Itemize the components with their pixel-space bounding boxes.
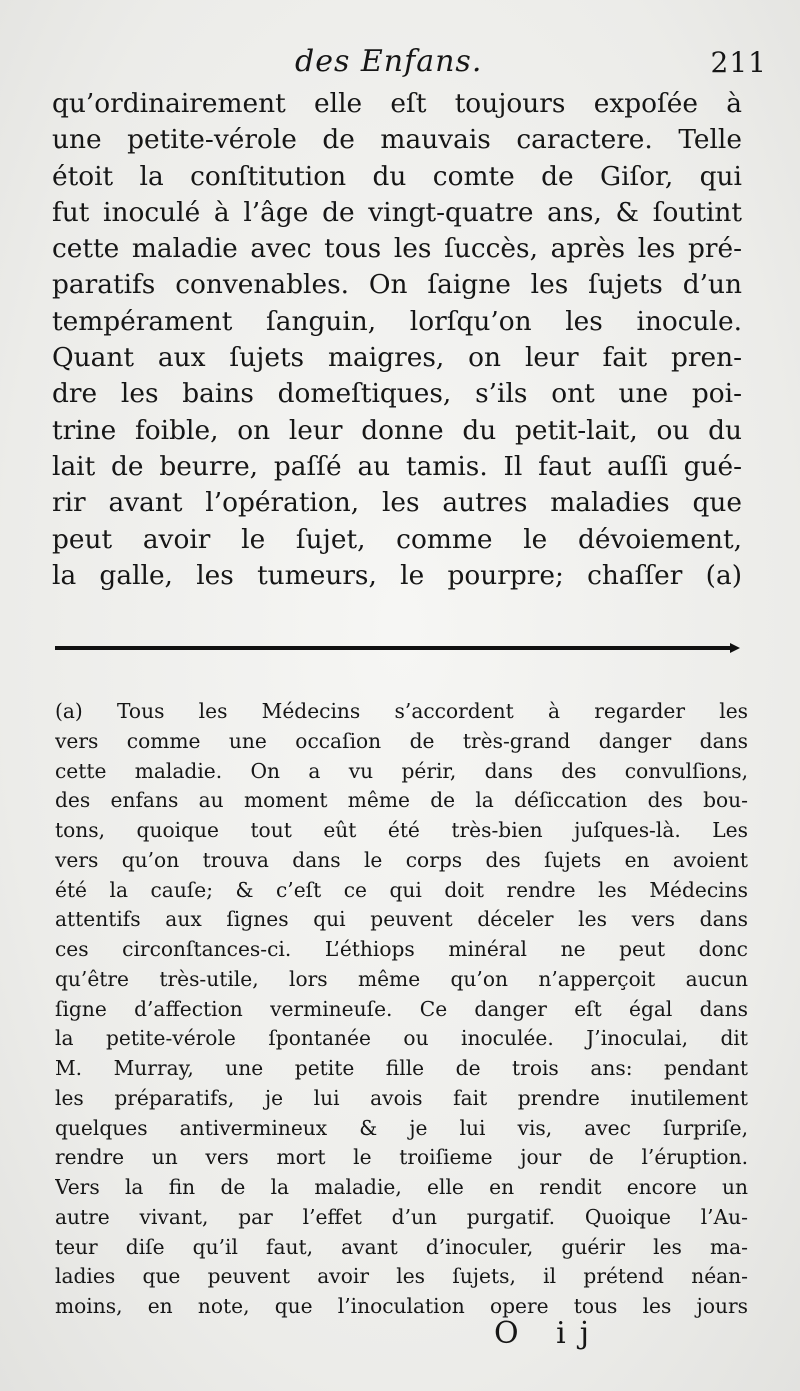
text-line: peut avoir le ſujet, comme le dévoiement, (52, 523, 742, 555)
text-line: paratifs convenables. On ſaigne les ſujets d’un (52, 269, 742, 301)
text-line: trine foible, on leur donne du petit-lait, ou du (52, 414, 742, 446)
main-text (52, 86, 742, 594)
footnote-line: autre vivant, par l’effet d’un purgatif. Quoique l’Au- (55, 1204, 748, 1229)
text-line: cette maladie avec tous les ſuccès, après les pré- (52, 233, 742, 265)
running-head: des Enfans. (295, 44, 483, 79)
footnote-line: M. Murray, une petite fille de trois ans: pendant (55, 1056, 748, 1080)
footnote-line: vers qu’on trouva dans le corps des ſujets en avoient (55, 847, 748, 872)
text-line: lait de beurre, paſſé au tamis. Il faut auſſi gué- (52, 450, 742, 482)
text-line: une petite-vérole de mauvais caractere. Telle (52, 124, 742, 156)
footnote-line: la petite-vérole ſpontanée ou inoculée. J’inoculai, dit (55, 1026, 748, 1051)
footnote-line: ladies que peuvent avoir les ſujets, il prétend néan- (55, 1264, 748, 1289)
footnote-separator-rule (55, 643, 740, 653)
text-line: rir avant l’opération, les autres maladies que (52, 487, 742, 519)
text-line: tempérament ſanguin, lorſqu’on les inocule. (52, 305, 742, 337)
text-line: Quant aux ſujets maigres, on leur fait pren- (52, 342, 742, 374)
text-line: étoit la conſtitution du comte de Giſor, qui (52, 160, 742, 192)
footnote-line: tons, quoique tout eût été très-bien juſques-là. Les (55, 818, 748, 842)
footnote-line: rendre un vers mort le troiſieme jour de l’éruption. (55, 1145, 748, 1170)
footnote-line: qu’être très-utile, lors même qu’on n’apperçoit aucun (55, 966, 748, 991)
footnote-line: vers comme une occaſion de très-grand danger dans (55, 728, 748, 753)
page-header (55, 42, 767, 88)
footnote-line: (a) Tous les Médecins s’accordent à regarder les (55, 699, 748, 723)
footnote-line: ces circonſtances-ci. L’éthiops minéral ne peut donc (55, 937, 748, 961)
text-line: la galle, les tumeurs, le pourpre; chaſſer (a) (52, 559, 742, 591)
footnote-line: attentifs aux ſignes qui peuvent déceler les vers dans (55, 907, 748, 932)
signature-mark: O ij (494, 1316, 604, 1351)
footnote-line: les préparatifs, je lui avois fait prendre inutilement (55, 1085, 748, 1110)
rule-end (730, 643, 740, 653)
page-number: 211 (710, 46, 767, 79)
footnote-line: moins, en note, que l’inoculation opere tous les jours (55, 1294, 748, 1318)
footnote-line: Vers la fin de la maladie, elle en rendit encore un (55, 1175, 748, 1199)
footnote-line: quelques antivermineux & je lui vis, avec ſurpriſe, (55, 1115, 748, 1140)
text-line: dre les bains domeſtiques, s’ils ont une poi- (52, 378, 742, 410)
text-line: fut inoculé à l’âge de vingt-quatre ans, & ſoutint (52, 196, 742, 228)
footnote-line: été la cauſe; & c’eſt ce qui doit rendre les Médecins (55, 877, 748, 902)
footnote-line: teur diſe qu’il faut, avant d’inoculer, guérir les ma- (55, 1234, 748, 1259)
footnote-line: ſigne d’affection vermineuſe. Ce danger eſt égal dans (55, 996, 748, 1021)
rule-bar (55, 646, 735, 650)
footnote-line: cette maladie. On a vu périr, dans des convulſions, (55, 758, 748, 783)
footnote (55, 697, 748, 1322)
text-line: qu’ordinairement elle eſt toujours expoſée à (52, 88, 742, 119)
footnote-line: des enfans au moment même de la déſiccation des bou- (55, 788, 748, 813)
